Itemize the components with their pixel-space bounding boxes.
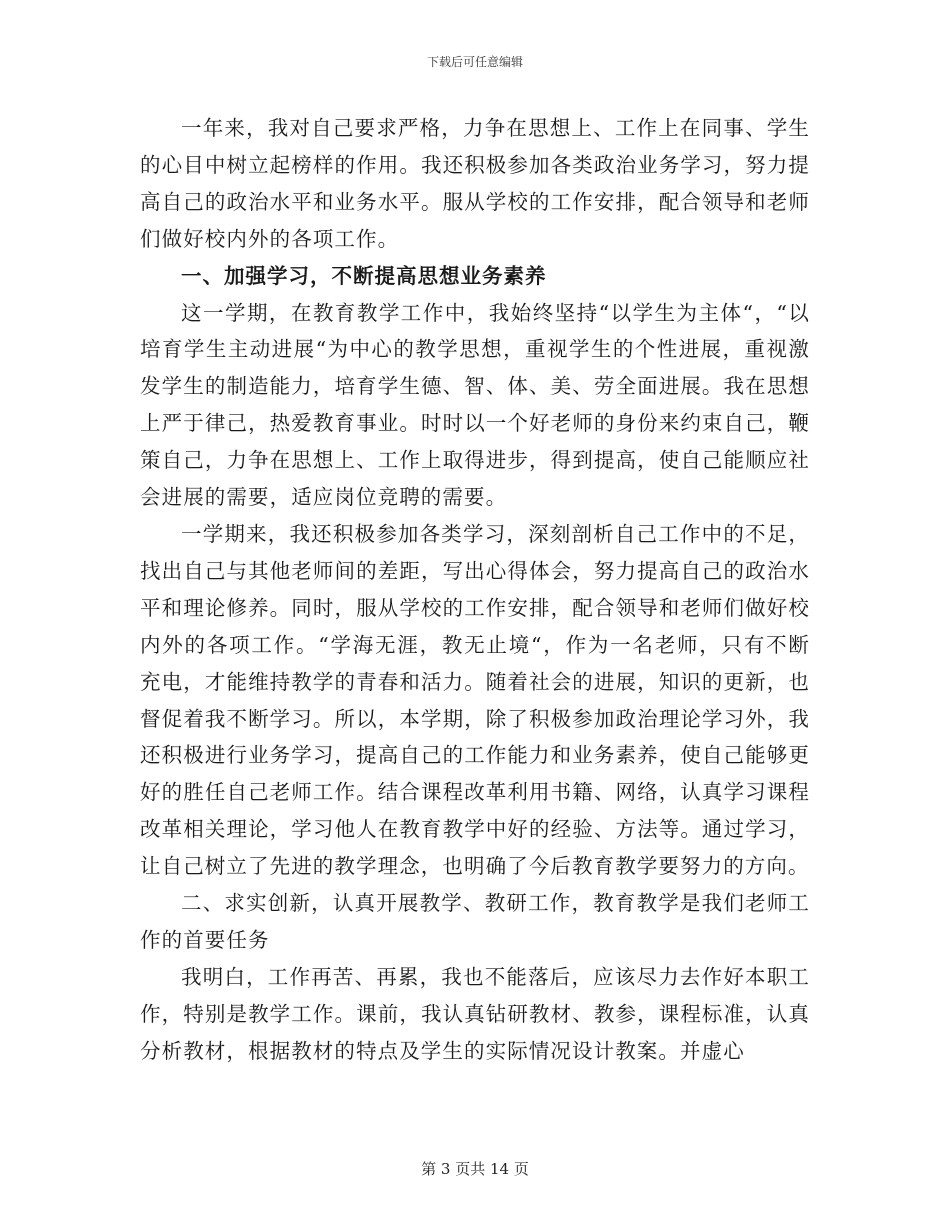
document-body xyxy=(140,110,810,1070)
page-header-note: 下载后可任意编辑 xyxy=(426,55,523,69)
paragraph-semester: 这一学期，在教育教学工作中，我始终坚持“以学生为主体“，“以培育学生主动进展“为中心的教学思想，重视学生的个性进展，重视激发学生的制造能力，培育学生德、智、体、美、劳全面进展。我在思想上严于律己，热爱教育事业。时时以一个好老师的身份来约束自己，鞭策自己，力争在思想上、工作上取得进步，得到提高，使自己能顺应社会进展的需要，适应岗位竞聘的需要。 xyxy=(140,300,810,510)
page-number: 第 3 页共 14 页 xyxy=(421,1160,529,1178)
section-heading-2: 二、求实创新，认真开展教学、教研工作，教育教学是我们老师工作的首要任务 xyxy=(140,891,810,952)
section-heading-1: 一、加强学习，不断提高思想业务素养 xyxy=(181,263,547,288)
paragraph-intro: 一年来，我对自己要求严格，力争在思想上、工作上在同事、学生的心目中树立起榜样的作用。我还积极参加各类政治业务学习，努力提高自己的政治水平和业务水平。服从学校的工作安排，配合领导和老师们做好校内外的各项工作。 xyxy=(140,116,810,251)
paragraph-teaching: 我明白，工作再苦、再累，我也不能落后，应该尽力去作好本职工作，特别是教学工作。课前，我认真钻研教材、教参，课程标准，认真分析教材，根据教材的特点及学生的实际情况设计教案。并虚心 xyxy=(140,964,810,1063)
paragraph-study: 一学期来，我还积极参加各类学习，深刻剖析自己工作中的不足，找出自己与其他老师间的差距，写出心得体会，努力提高自己的政治水平和理论修养。同时，服从学校的工作安排，配合领导和老师们做好校内外的各项工作。“学海无涯，教无止境“，作为一名老师，只有不断充电，才能维持教学的青春和活力。随着社会的进展，知识的更新，也督促着我不断学习。所以，本学期，除了积极参加政治理论学习外，我还积极进行业务学习，提高自己的工作能力和业务素养，使自己能够更好的胜任自己老师工作。结合课程改革利用书籍、网络，认真学习课程改革相关理论，学习他人在教育教学中好的经验、方法等。通过学习，让自己树立了先进的教学理念，也明确了今后教育教学要努力的方向。 xyxy=(140,521,810,879)
